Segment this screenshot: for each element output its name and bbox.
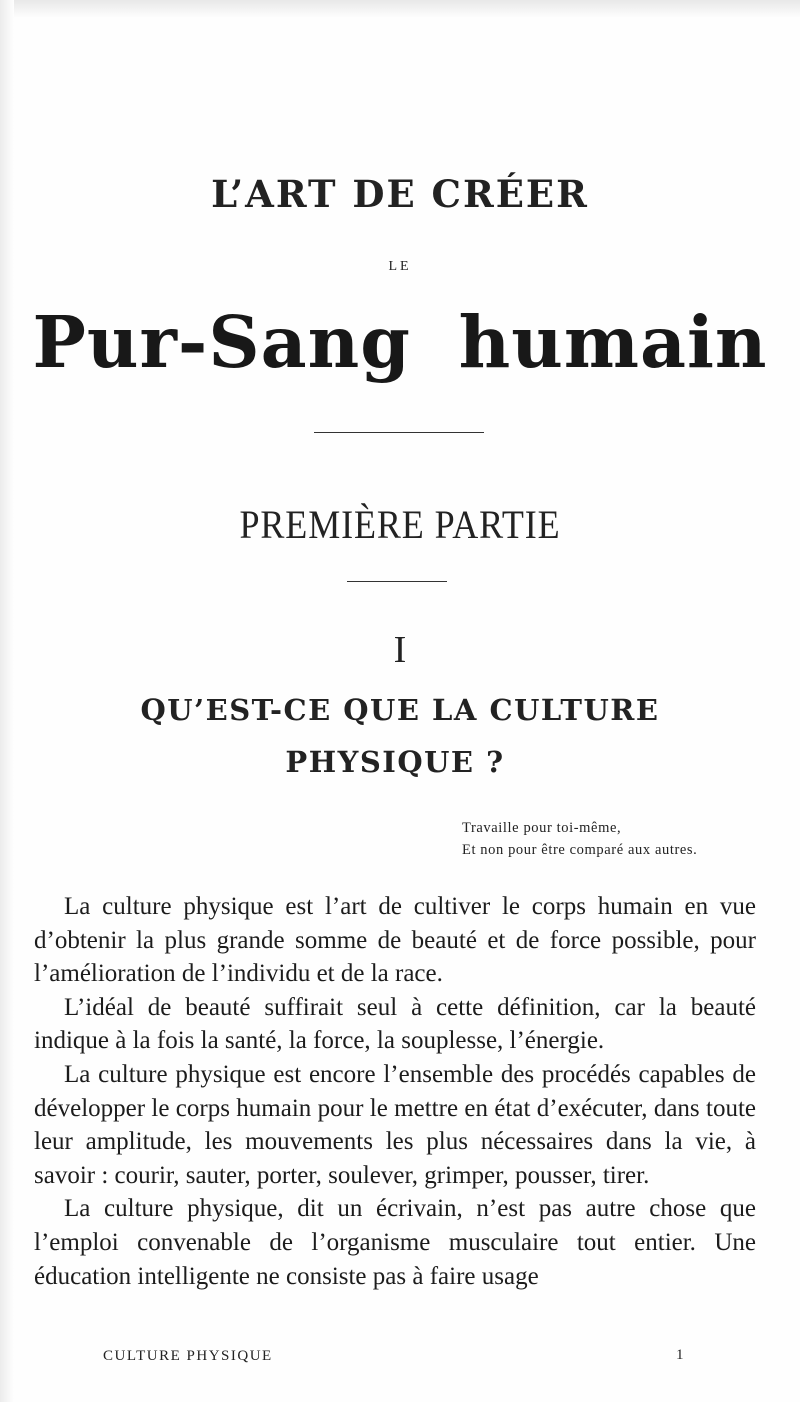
book-title-line-2: LE [388,259,412,274]
epigraph-line-2: Et non pour être comparé aux autres. [462,842,698,858]
paragraph: La culture physique est encore l’ensemble des procédés capables de développer le corps humain pour le mettre en état d’exécuter, dans toute leur amplitude, les mouvements les plus nécessaires dans la vie, à savoir : courir, sauter, porter, soulever, grimper, pousser, tirer. [34,1060,756,1189]
page-edge-shadow [0,0,800,18]
epigraph-line-1: Travaille pour toi-même, [462,820,622,836]
book-title-main: Pur-Sang humain [32,300,768,384]
chapter-number: I [393,629,407,671]
running-footer-title: CULTURE PHYSIQUE [103,1348,273,1364]
title-divider [314,432,484,433]
paragraph: L’idéal de beauté suffirait seul à cette définition, car la beauté indique à la fois la santé, la force, la souplesse, l’énergie. [34,993,756,1055]
paragraph: La culture physique est l’art de cultiver le corps humain en vue d’obtenir la plus grande somme de beauté et de force possible, pour l’amélioration de l’individu et de la race. [34,893,756,988]
body-text [34,890,756,1293]
chapter-title-line-2: PHYSIQUE ? [285,745,505,779]
page-number: 1 [676,1347,684,1363]
paragraph: La culture physique, dit un écrivain, n’est pas autre chose que l’emploi convenable de l’organisme musculaire tout entier. Une éducation intelligente ne consiste pas à faire usage [34,1195,756,1290]
part-heading: PREMIÈRE PARTIE [239,502,561,547]
part-divider [347,581,447,582]
book-title-line-1: L’ART DE CRÉER [211,172,589,216]
chapter-title-line-1: QU’EST-CE QUE LA CULTURE [140,693,660,727]
